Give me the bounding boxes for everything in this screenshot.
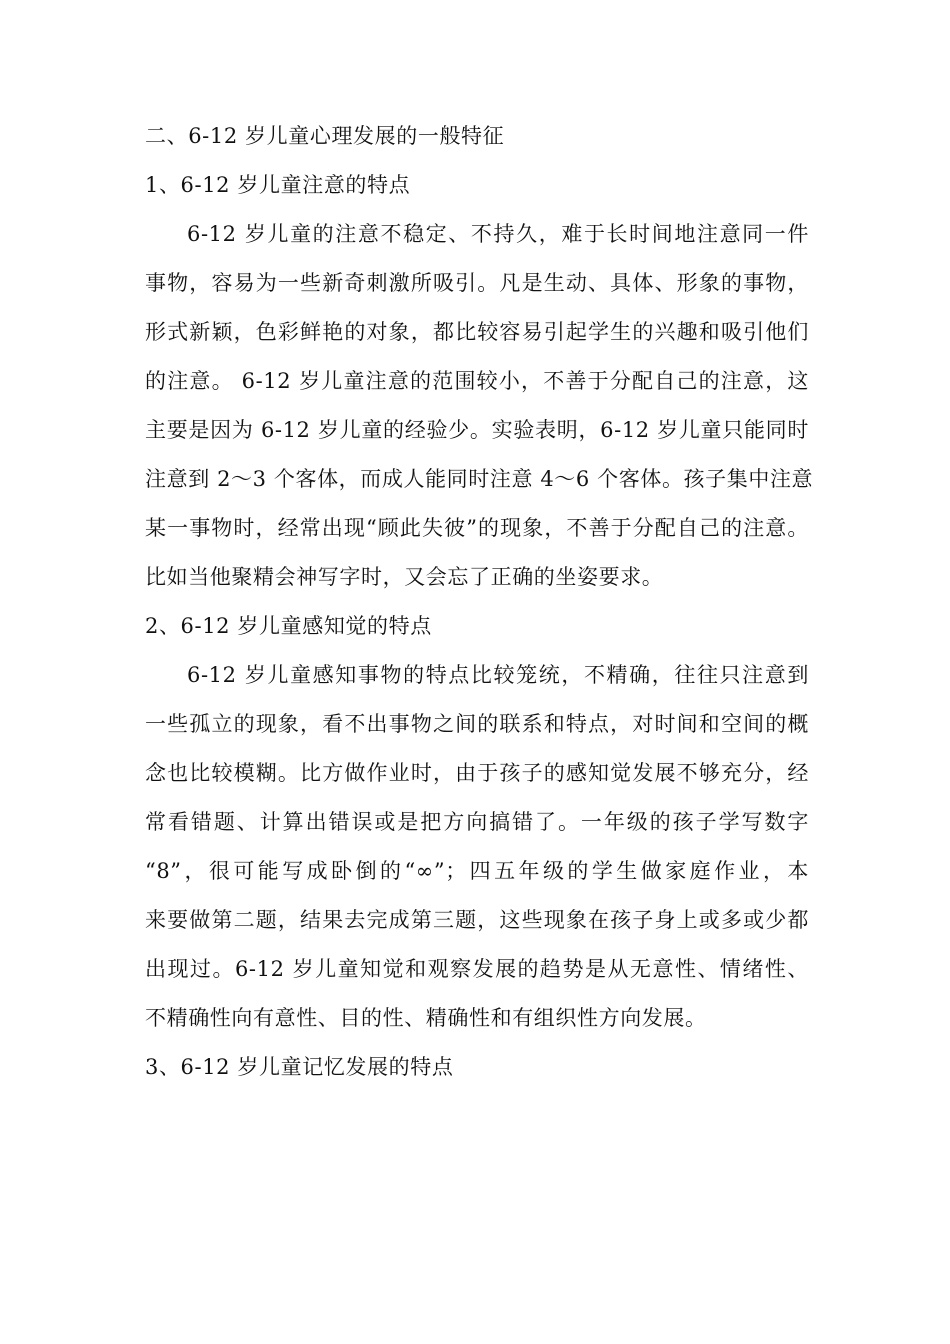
paragraph-line: 事物，容易为一些新奇刺激所吸引。凡是生动、具体、形象的事物， bbox=[145, 271, 809, 295]
paragraph-line: 出现过。6-12 岁儿童知觉和观察发展的趋势是从无意性、情绪性、 bbox=[145, 957, 809, 981]
subsection-heading-perception: 2、6-12 岁儿童感知觉的特点 bbox=[145, 614, 432, 638]
paragraph-line: 6-12 岁儿童的注意不稳定、不持久，难于长时间地注意同一件 bbox=[187, 222, 809, 246]
paragraph-attention bbox=[145, 210, 814, 602]
paragraph-line: 来要做第二题，结果去完成第三题，这些现象在孩子身上或多或少都 bbox=[145, 908, 809, 932]
paragraph-line: 形式新颖，色彩鲜艳的对象，都比较容易引起学生的兴趣和吸引他们 bbox=[145, 320, 809, 344]
paragraph-line: 不精确性向有意性、目的性、精确性和有组织性方向发展。 bbox=[145, 1006, 707, 1030]
paragraph-line: 某一事物时，经常出现“顾此失彼”的现象，不善于分配自己的注意。 bbox=[145, 516, 809, 540]
section-title: 二、6-12 岁儿童心理发展的一般特征 bbox=[145, 124, 505, 148]
paragraph-line: 主要是因为 6-12 岁儿童的经验少。实验表明，6-12 岁儿童只能同时 bbox=[145, 418, 809, 442]
paragraph-line: 注意到 2～3 个客体，而成人能同时注意 4～6 个客体。孩子集中注意 bbox=[145, 467, 814, 491]
paragraph-line: 念也比较模糊。比方做作业时，由于孩子的感知觉发展不够充分，经 bbox=[145, 761, 809, 785]
paragraph-perception bbox=[145, 651, 809, 1043]
document-body bbox=[145, 112, 814, 1092]
subsection-heading-attention: 1、6-12 岁儿童注意的特点 bbox=[145, 173, 411, 197]
paragraph-line: 的注意。 6-12 岁儿童注意的范围较小，不善于分配自己的注意，这 bbox=[145, 369, 809, 393]
paragraph-line: 一些孤立的现象，看不出事物之间的联系和特点，对时间和空间的概 bbox=[145, 712, 809, 736]
subsection-heading-memory: 3、6-12 岁儿童记忆发展的特点 bbox=[145, 1055, 454, 1079]
paragraph-line: “8”，很可能写成卧倒的“∞”；四五年级的学生做家庭作业，本 bbox=[145, 859, 809, 883]
paragraph-line: 比如当他聚精会神写字时，又会忘了正确的坐姿要求。 bbox=[145, 565, 664, 589]
paragraph-line: 常看错题、计算出错误或是把方向搞错了。一年级的孩子学写数字 bbox=[145, 810, 809, 834]
paragraph-line: 6-12 岁儿童感知事物的特点比较笼统，不精确，往往只注意到 bbox=[187, 663, 809, 687]
